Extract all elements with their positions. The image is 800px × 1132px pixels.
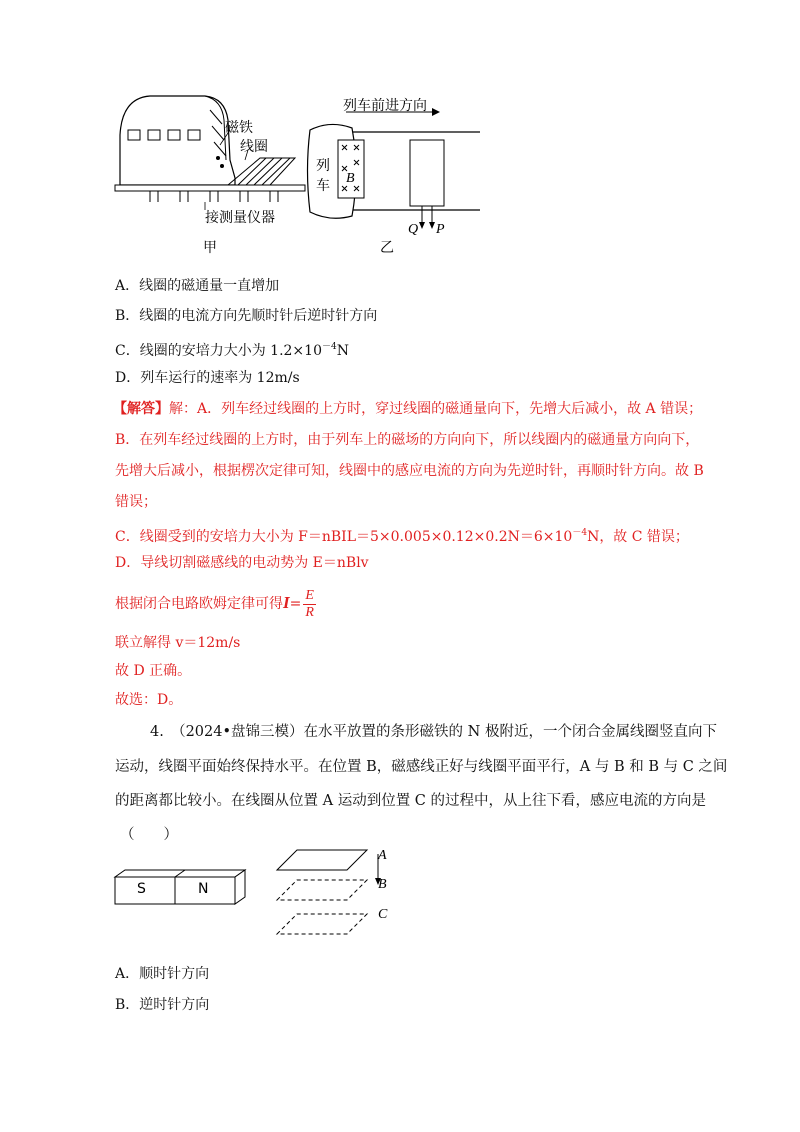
answer-line-2: B．在列车经过线圈的上方时，由于列车上的磁场的方向向下，所以线圈内的磁通量方向向下， [115, 432, 700, 448]
label-coil: 线圈 [240, 139, 268, 155]
label-train-2: 车 [316, 178, 330, 194]
answer-line-8: 联立解得 v＝12m/s [115, 635, 241, 651]
answer-text-1: 解：A．列车经过线圈的上方时，穿过线圈的磁通量向下，先增大后减小，故 A 错误； [169, 401, 703, 417]
option-d: D．列车运行的速率为 12m/s [115, 370, 300, 386]
option-c-exp: －4 [321, 342, 337, 352]
label-direction: 列车前进方向 [343, 98, 427, 114]
fraction-e-over-r [303, 588, 316, 621]
answer-line-1 [113, 399, 702, 419]
answer-text-5b: N，故 C 错误； [587, 529, 689, 545]
option-c-unit: N [336, 343, 349, 359]
label-yi: 乙 [380, 240, 394, 256]
label-q: Q [408, 222, 419, 237]
train-diagram [110, 90, 490, 260]
answer-text-5: C．线圈受到的安培力大小为 F＝nBIL＝5×0.005×0.12×0.2N＝6×10 [115, 529, 573, 545]
label-position-b: B [378, 877, 387, 892]
option-c-text: C．线圈的安培力大小为 1.2×10 [115, 343, 322, 359]
answer-line-4: 错误； [115, 494, 157, 510]
question4-line-1: 4. （2024•盘锦三模）在水平放置的条形磁铁的 N 极附近，一个闭合金属线圈竖直向下 [150, 724, 717, 740]
label-jia: 甲 [203, 240, 217, 256]
question4-line-2: 运动，线圈平面始终保持水平。在位置 B，磁感线正好与线圈平面平行，A 与 B 和 B 与 C 之间 [115, 759, 728, 775]
label-position-a: A [378, 848, 387, 863]
current-variable: I [283, 593, 290, 612]
answer-tag: 【解答】 [113, 401, 169, 417]
answer-line-3: 先增大后减小，根据楞次定律可知，线圈中的感应电流的方向为先逆时针，再顺时针方向。故 B [115, 463, 704, 479]
label-magnet: 磁铁 [225, 120, 253, 136]
label-n-pole: N [198, 881, 209, 897]
question4-line-3: 的距离都比较小。在线圈从位置 A 运动到位置 C 的过程中，从上往下看，感应电流的方向是 [115, 793, 706, 809]
answer-exp-5: －4 [572, 528, 588, 538]
option-b: B．线圈的电流方向先顺时针后逆时针方向 [115, 308, 378, 324]
label-p: P [436, 222, 445, 237]
answer-line-6: D．导线切割磁感线的电动势为 E＝nBlv [115, 555, 369, 571]
option-c [115, 337, 349, 361]
answer-line-10: 故选：D。 [115, 692, 183, 708]
label-train-1: 列 [316, 158, 330, 174]
question4-line-4: （ ） [120, 827, 178, 843]
q4-option-b: B．逆时针方向 [115, 997, 210, 1013]
fraction-numerator: E [305, 587, 314, 603]
label-instrument: 接测量仪器 [205, 210, 275, 226]
answer-text-7: 根据闭合电路欧姆定律可得 [115, 596, 283, 612]
label-b-field: B [346, 171, 355, 186]
equals-sign: = [289, 596, 302, 612]
magnet-diagram [110, 842, 410, 942]
answer-line-9: 故 D 正确。 [115, 663, 192, 679]
label-position-c: C [378, 907, 388, 922]
fraction-denominator: R [305, 604, 314, 620]
answer-line-5 [115, 523, 689, 547]
label-s-pole: S [137, 881, 146, 897]
q4-option-a: A．顺时针方向 [115, 966, 210, 982]
option-a: A．线圈的磁通量一直增加 [115, 278, 280, 294]
answer-line-7 [115, 585, 316, 622]
